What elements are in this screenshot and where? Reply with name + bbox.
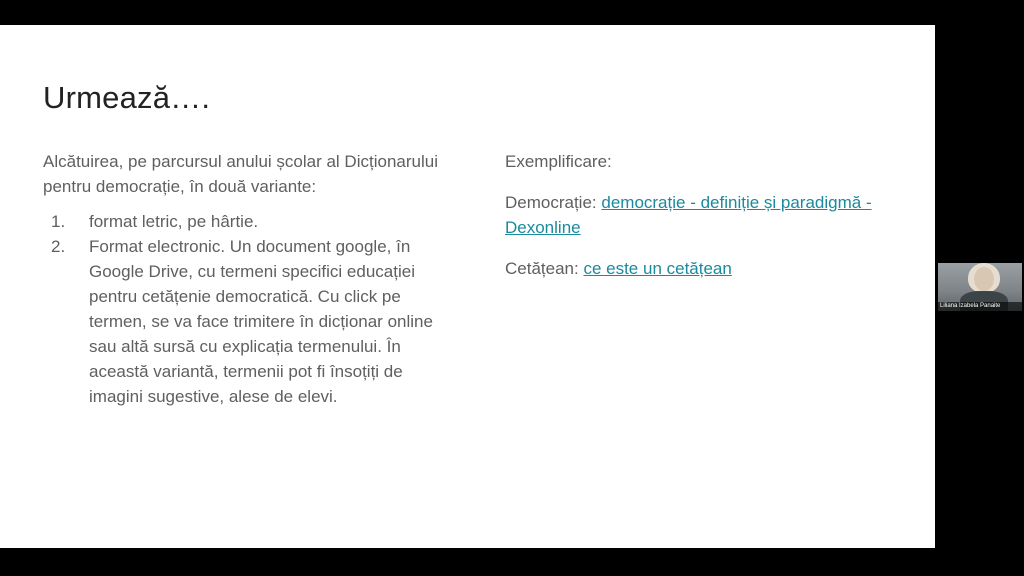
example-label: Democrație: (505, 193, 602, 212)
example-cetatean (505, 256, 905, 281)
example-democratie (505, 190, 905, 240)
presentation-slide (0, 25, 935, 548)
list-item (43, 234, 443, 409)
intro-paragraph: Alcătuirea, pe parcursul anului școlar al Dicționarului pentru democrație, în două variante: (43, 152, 438, 196)
list-item-number: 2. (51, 237, 66, 256)
list-item-number: 1. (51, 212, 66, 231)
participant-name: Liliana Izabela Panaite (938, 302, 1022, 311)
numbered-list (43, 209, 443, 409)
participant-video-tile[interactable] (938, 263, 1022, 311)
list-item-text: Format electronic. Un document google, în Google Drive, cu termeni specifici educației pentru cetățenie democratică. Cu click pe termen, se va face trimitere în dicționar online sau altă sursă cu explicația termenului. În această variantă, termenii pot fi însoțiți de imagini sugestive, alese de elevi. (89, 237, 433, 406)
slide-title: Urmează…. (43, 80, 211, 115)
example-label: Cetățean: (505, 259, 584, 278)
right-column (505, 149, 905, 297)
democratie-link[interactable]: democrație - definiție și paradigmă - Dexonline (505, 193, 872, 237)
list-item (43, 209, 443, 234)
list-item-text: format letric, pe hârtie. (89, 212, 259, 231)
left-column (43, 149, 443, 409)
cetatean-link[interactable]: ce este un cetățean (583, 259, 732, 278)
examples-heading: Exemplificare: (505, 152, 612, 171)
participant-face (974, 267, 994, 291)
